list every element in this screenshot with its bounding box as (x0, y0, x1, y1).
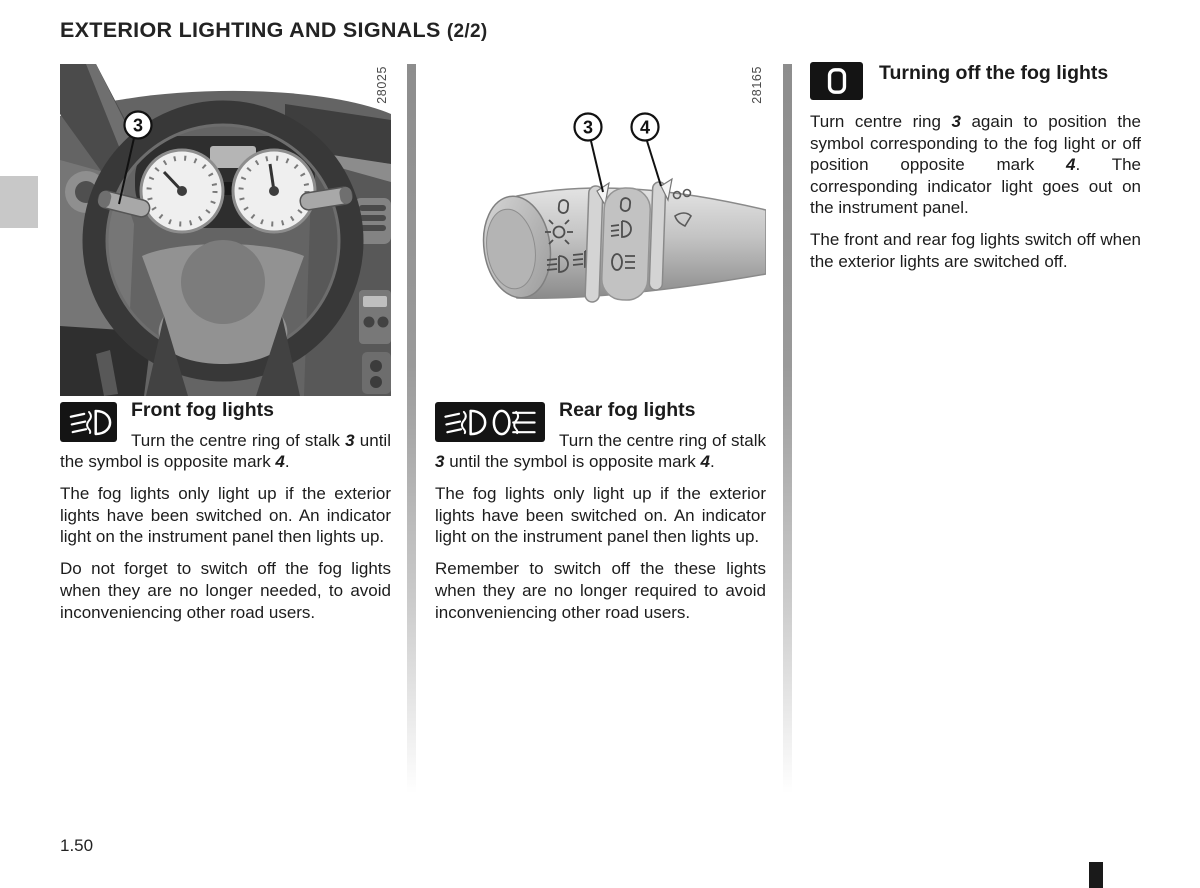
section-header (810, 62, 1141, 100)
stalk-ref-3: 3 (951, 112, 961, 131)
chapter-end-marker (1089, 862, 1103, 888)
section-heading: Front fog lights (131, 399, 274, 421)
section-heading: Turning off the fog lights (879, 62, 1109, 84)
front-fog-section (60, 399, 391, 634)
column-divider (407, 64, 416, 816)
text-run: Turn the centre ring of stalk (559, 430, 766, 450)
figure-id-label: 28025 (375, 66, 389, 104)
front-and-rear-fog-lights-icon (435, 402, 545, 442)
section-heading: Rear fog lights (559, 399, 696, 421)
text-run: . (710, 452, 715, 472)
text-run: again to position the symbol corresponding to the fog light or off position opposite mark (810, 112, 1141, 175)
front-fog-lights-icon (60, 402, 117, 442)
tachometer-gauge (233, 150, 315, 232)
fog-lights-off-icon (810, 62, 863, 100)
mark-ref-4: 4 (275, 452, 285, 472)
mark-ref-4: 4 (700, 452, 710, 472)
page-number: 1.50 (60, 836, 94, 855)
text-run: until the symbol is opposite mark (444, 452, 701, 472)
steering-wheel-illustration (60, 64, 391, 396)
paragraph: Remember to switch off the these lights when they are no longer required to avoid inconveniencing other road users. (435, 559, 766, 622)
section-edge-tab (0, 176, 38, 228)
speedometer-gauge (141, 150, 223, 232)
stalk-ref-3: 3 (435, 452, 445, 472)
callout-3-label: 3 (132, 115, 144, 136)
page-title-part: (2/2) (446, 21, 488, 42)
paragraph: Do not forget to switch off the fog lights when they are no longer needed, to avoid inconveniencing other road users. (60, 559, 391, 622)
text-run: until the symbol is opposite mark (60, 430, 391, 472)
text-run: . The corresponding indicator light goes out on the instrument panel. (810, 155, 1141, 218)
page-title (60, 18, 487, 43)
text-run: Turn centre ring (810, 112, 952, 131)
page-title-text: EXTERIOR LIGHTING AND SIGNALS (60, 18, 441, 42)
paragraph: The fog lights only light up if the exterior lights have been switched on. An indicator light on the instrument panel then lights up. (435, 484, 766, 547)
stalk-figure (435, 64, 766, 396)
column-divider (783, 64, 792, 816)
mark-ref-4: 4 (1066, 155, 1076, 175)
paragraph: The fog lights only light up if the exterior lights have been switched on. An indicator light on the instrument panel then lights up. (60, 484, 391, 547)
rear-fog-section (435, 399, 766, 634)
text-run: . (284, 452, 290, 472)
figure-id-label: 28165 (750, 66, 764, 104)
stalk-ref-3: 3 (345, 430, 355, 450)
paragraph: The front and rear fog lights switch off when the exterior lights are switched off. (810, 230, 1141, 272)
dashboard-figure (60, 64, 391, 396)
callout-4-label: 4 (639, 117, 651, 138)
text-run: Turn the centre ring of stalk (131, 430, 346, 450)
light-stalk-illustration (435, 64, 766, 396)
callout-3-label: 3 (582, 117, 594, 138)
turning-off-section (810, 62, 1141, 283)
paragraph (810, 111, 1141, 219)
